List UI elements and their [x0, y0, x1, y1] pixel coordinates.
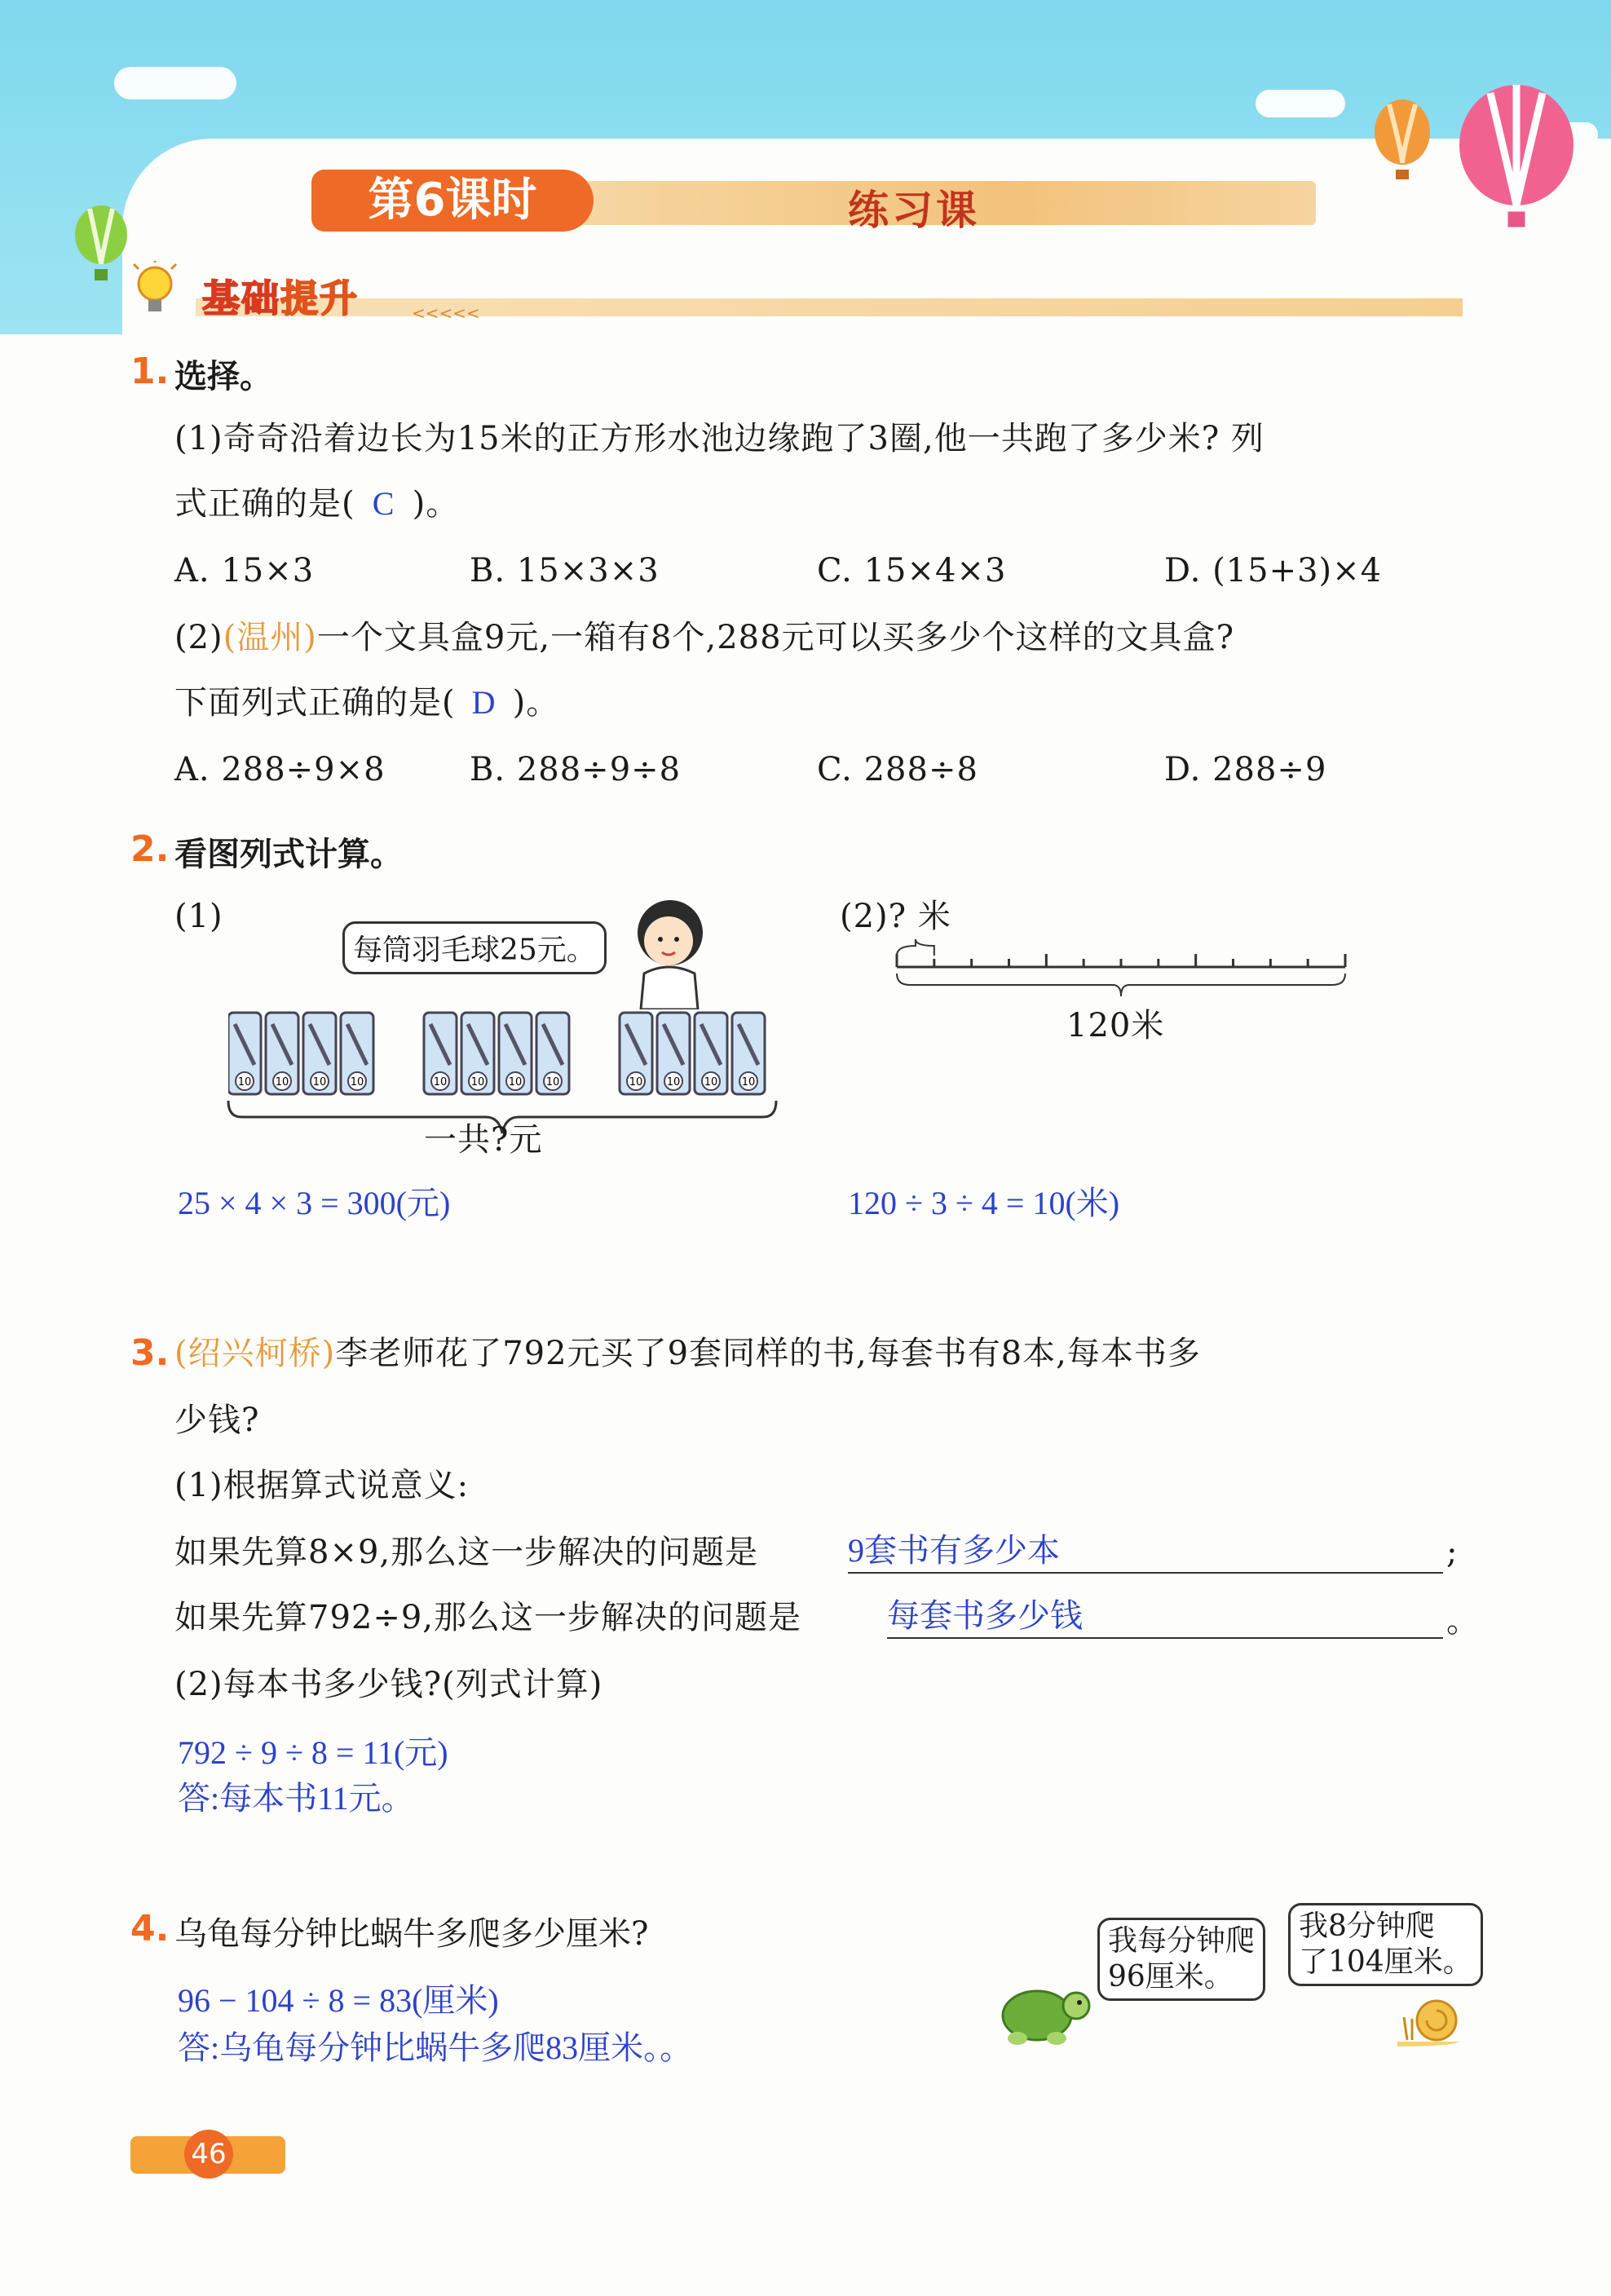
can-label: 10: [666, 1076, 681, 1088]
can-label: 10: [508, 1076, 523, 1088]
shuttlecock-can-icon: [620, 1013, 652, 1094]
can-label: 10: [545, 1076, 560, 1088]
chevrons-decoration: <<<<<: [412, 303, 480, 323]
question-title: 乌龟每分钟比蜗牛多爬多少厘米?: [174, 1915, 649, 1953]
q2-p2-answer[interactable]: 120 ÷ 3 ÷ 4 = 10(米): [848, 1185, 1120, 1221]
boy-character-icon: [620, 895, 717, 1009]
q4-answer-calc[interactable]: 96 − 104 ÷ 8 = 83(厘米): [178, 1982, 499, 2019]
can-label: 10: [350, 1076, 364, 1088]
q1-p1-line1: (1)奇奇沿着边长为15米的正方形水池边缘跑了3圈,他一共跑了多少米? 列: [174, 420, 1265, 457]
can-label: 10: [312, 1076, 327, 1088]
can-label: 10: [275, 1076, 289, 1088]
shuttlecock-can-icon: [303, 1013, 336, 1094]
q2-p1-total-label: 一共?元: [424, 1121, 543, 1159]
balloon-green-icon: [68, 204, 134, 285]
section-bar: [196, 298, 1463, 316]
shuttlecock-can-icon: [461, 1013, 494, 1094]
cloud-decoration: [114, 67, 236, 99]
question-number: 3.: [130, 1332, 170, 1374]
q3-if1: 如果先算8×9,那么这一步解决的问题是: [174, 1534, 759, 1571]
question-title: 看图列式计算。: [174, 836, 403, 873]
shuttlecock-can-icon: [657, 1013, 690, 1094]
q3-answer-text[interactable]: 答:每本书11元。: [178, 1780, 414, 1817]
lightbulb-icon: [130, 261, 179, 326]
q4-answer-text[interactable]: 答:乌龟每分钟比蜗牛多爬83厘米。。: [178, 2029, 693, 2066]
shuttlecock-can-icon: [695, 1013, 727, 1094]
snail-icon: [1394, 1993, 1468, 2050]
q3-answer-calc[interactable]: 792 ÷ 9 ÷ 8 = 11(元): [178, 1734, 448, 1771]
section-label: 基础提升: [202, 276, 359, 320]
q1-p2-line2: 下面列式正确的是( D )。: [174, 682, 559, 724]
can-label: 10: [470, 1076, 485, 1088]
source-tag: (绍兴柯桥): [174, 1335, 336, 1372]
source-tag: (温州): [223, 619, 317, 656]
can-label: 10: [237, 1076, 252, 1088]
q3-if2-answer-line[interactable]: [887, 1590, 1443, 1639]
q1-option: D. (15+3)×4: [1164, 552, 1383, 589]
q3-if2-answer: 每套书多少钱: [887, 1597, 1083, 1634]
shuttlecock-can-icon: [266, 1013, 298, 1094]
q1-p1-answer[interactable]: C: [372, 485, 395, 522]
q3-line2: 少钱?: [174, 1402, 260, 1439]
q3-if1-answer-line[interactable]: [848, 1525, 1443, 1574]
q1-option: D. 288÷9: [1164, 751, 1327, 788]
shuttlecock-can-icon: [536, 1013, 569, 1094]
q1-p2-answer[interactable]: D: [471, 684, 497, 721]
q2-p1-answer[interactable]: 25 × 4 × 3 = 300(元): [178, 1185, 451, 1221]
q3-p2: (2)每本书多少钱?(列式计算): [174, 1666, 603, 1703]
q3-if1-answer: 9套书有多少本: [848, 1532, 1060, 1569]
turtle-speech-bubble: 我每分钟爬 96厘米。: [1097, 1918, 1265, 2001]
q1-option: B. 288÷9÷8: [470, 751, 682, 788]
shuttlecock-can-icon: [732, 1013, 765, 1094]
question-title: 选择。: [174, 358, 272, 395]
q1-option: A. 288÷9×8: [174, 751, 386, 788]
q1-p1-line2: 式正确的是( C )。: [174, 483, 459, 525]
shuttlecock-can-icon: [499, 1013, 532, 1094]
q1-option: B. 15×3×3: [470, 552, 660, 589]
question-number: 1.: [130, 351, 170, 392]
lesson-tag: 第6课时: [311, 170, 594, 232]
q1-p2-line1: (2)(温州)一个文具盒9元,一箱有8个,288元可以买多少个这样的文具盒?: [174, 619, 1235, 656]
unknown-part-brace: [897, 939, 934, 956]
q3-if2-end: 。: [1446, 1602, 1480, 1640]
cloud-decoration: [1256, 90, 1345, 117]
can-label: 10: [629, 1076, 643, 1088]
hot-air-balloons-illustration: [1353, 82, 1611, 236]
lesson-title: 练习课: [848, 187, 980, 234]
shuttlecock-can-icon: [424, 1013, 457, 1094]
q1-option: C. 288÷8: [817, 751, 978, 788]
snail-speech-bubble: 我8分钟爬 了104厘米。: [1288, 1903, 1483, 1986]
balloon-pink-icon: [1459, 85, 1573, 228]
balloon-orange-icon: [1375, 99, 1430, 179]
shuttlecock-can-icon: [341, 1013, 373, 1094]
can-label: 10: [433, 1076, 448, 1088]
q3-if2: 如果先算792÷9,那么这一步解决的问题是: [174, 1599, 802, 1636]
q3-p1: (1)根据算式说意义:: [174, 1467, 470, 1504]
q2-p2-label: (2)? 米: [840, 898, 951, 935]
q1-option: C. 15×4×3: [817, 552, 1007, 589]
q2-p2-length-label: 120米: [1066, 1007, 1165, 1044]
speech-bubble: 每筒羽毛球25元。: [342, 921, 607, 974]
q3-if1-end: ;: [1446, 1534, 1459, 1571]
total-length-brace: [897, 974, 1345, 996]
question-number: 4.: [130, 1908, 170, 1949]
can-label: 10: [704, 1076, 718, 1088]
q1-option: A. 15×3: [174, 552, 315, 589]
turtle-icon: [995, 1973, 1092, 2047]
q2-p1-label: (1): [174, 898, 223, 935]
can-label: 10: [741, 1076, 756, 1088]
q3-line1: (绍兴柯桥)李老师花了792元买了9套同样的书,每套书有8本,每本书多: [174, 1335, 1201, 1372]
shuttlecock-can-icon: [228, 1013, 261, 1094]
page-number: 46: [184, 2130, 233, 2179]
question-number: 2.: [130, 828, 170, 870]
